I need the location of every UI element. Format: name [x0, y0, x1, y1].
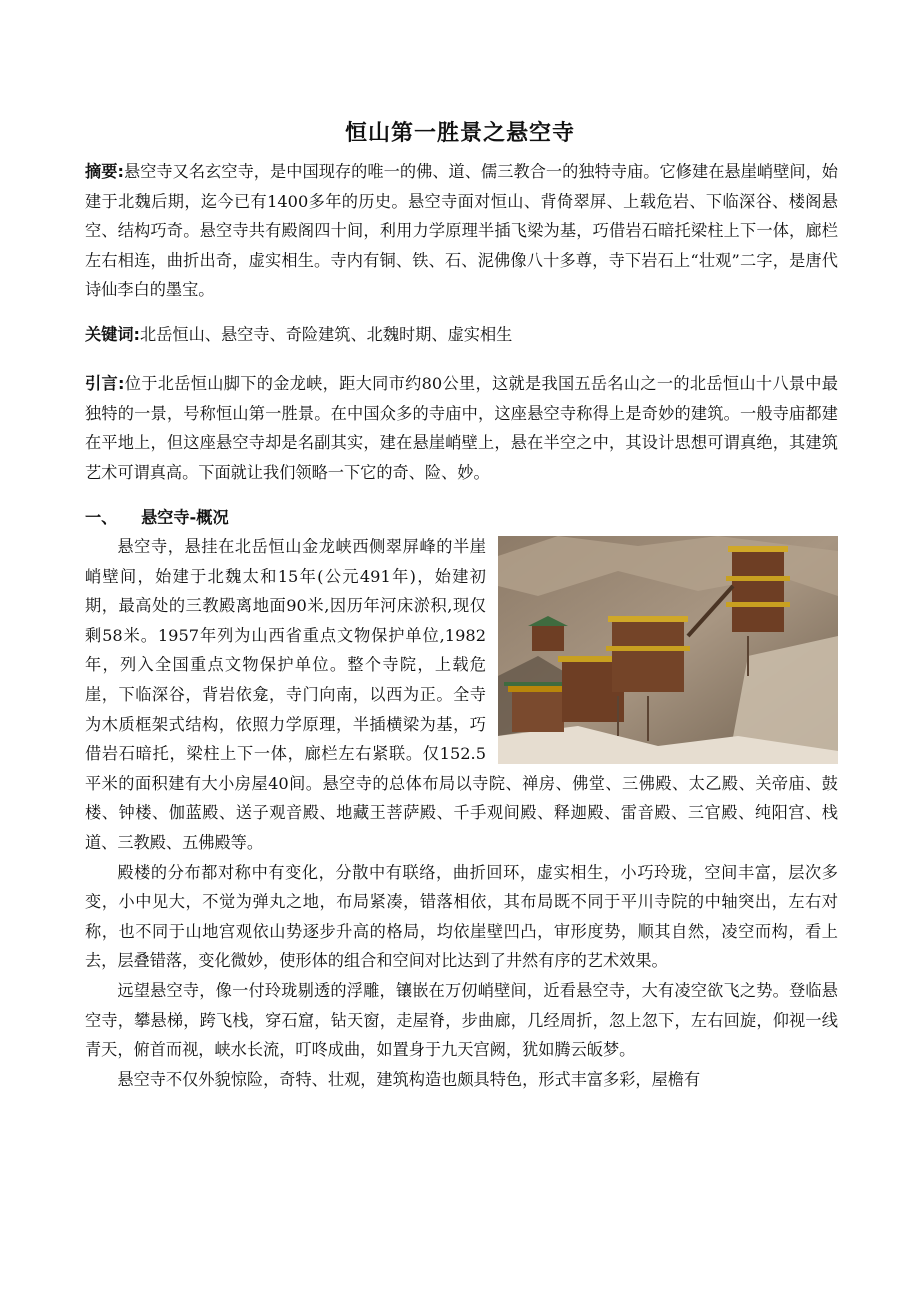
- section-body: [85, 532, 838, 1094]
- body-paragraph-4: 悬空寺不仅外貌惊险，奇特、壮观，建筑构造也颇具特色，形式丰富多彩，屋檐有: [117, 1069, 701, 1089]
- body-paragraph-3: 远望悬空寺，像一付玲珑剔透的浮雕，镶嵌在万仞峭壁间，近看悬空寺，大有凌空欲飞之势。登临悬空寺，攀悬梯，跨飞栈，穿石窟，钻天窗，走屋脊，步曲廊，几经周折，忽上忽下，左右回旋，仰视一线青天，俯首而视，峡水长流，叮咚成曲，如置身于九天宫阙，犹如腾云皈梦。: [85, 980, 838, 1060]
- page-title: 恒山第一胜景之悬空寺: [344, 121, 575, 146]
- abstract-text: 悬空寺又名玄空寺，是中国现存的唯一的佛、道、儒三教合一的独特寺庙。它修建在悬崖峭壁间，始建于北魏后期，迄今已有1400多年的历史。悬空寺面对恒山、背倚翠屏、上载危岩、下临深谷、楼阁悬空、结构巧奇。悬空寺共有殿阁四十间，利用力学原理半插飞梁为基，巧借岩石暗托梁柱上下一体，廊栏左右相连，曲折出奇，虚实相生。寺内有铜、铁、石、泥佛像八十多尊，寺下岩石上“壮观”二字，是唐代诗仙李白的墨宝。: [85, 162, 838, 300]
- keywords-paragraph: [85, 320, 838, 350]
- body-paragraph-2: 殿楼的分布都对称中有变化，分散中有联络，曲折回环，虚实相生，小巧玲珑，空间丰富，层次多变，小中见大，不觉为弹丸之地，布局紧凑，错落相依，其布局既不同于平川寺院的中轴突出，左右对称，也不同于山地宫观依山势逐步升高的格局，均依崖壁凹凸，审形度势，顺其自然，凌空而构，看上去，层叠错落，变化微妙，使形体的组合和空间对比达到了井然有序的艺术效果。: [85, 862, 838, 971]
- body-paragraph-1: 悬空寺，悬挂在北岳恒山金龙峡西侧翠屏峰的半崖峭壁间，始建于北魏太和15年(公元491年)，始建初期，最高处的三教殿离地面90米,因历年河床淤积,现仅剩58米。1957年列为山西省重点文物保护单位,1982年，列入全国重点文物保护单位。整个寺院，上载危崖，下临深谷，背岩依龛，寺门向南，以西为正。全寺为木质框架式结构，依照力学原理，半插横梁为基，巧借岩石暗托，梁柱上下一体，廊栏左右紧联。仅152.5平米的面积建有大小房屋40间。悬空寺的总体布局以寺院、禅房、佛堂、三佛殿、太乙殿、关帝庙、鼓楼、钟楼、伽蓝殿、送子观音殿、地藏王菩萨殿、千手观间殿、释迦殿、雷音殿、三官殿、纯阳宫、栈道、三教殿、五佛殿等。: [85, 537, 838, 852]
- intro-label: 引言:: [85, 374, 125, 393]
- intro-paragraph: [85, 369, 838, 487]
- section-title: 悬空寺-概况: [141, 508, 229, 527]
- keywords-text: 北岳恒山、悬空寺、奇险建筑、北魏时期、虚实相生: [140, 325, 513, 344]
- hanging-temple-photo: [498, 536, 838, 764]
- section-number: 一、: [85, 508, 118, 527]
- abstract-paragraph: [85, 157, 838, 305]
- keywords-label: 关键词:: [85, 325, 141, 344]
- section-heading: [85, 503, 229, 533]
- intro-text: 位于北岳恒山脚下的金龙峡，距大同市约80公里，这就是我国五岳名山之一的北岳恒山十八景中最独特的一景，号称恒山第一胜景。在中国众多的寺庙中，这座悬空寺称得上是奇妙的建筑。一般寺庙都建在平地上，但这座悬空寺却是名副其实，建在悬崖峭壁上，悬在半空之中，其设计思想可谓真绝，其建筑艺术可谓真高。下面就让我们领略一下它的奇、险、妙。: [85, 374, 838, 482]
- abstract-label: 摘要:: [85, 162, 124, 181]
